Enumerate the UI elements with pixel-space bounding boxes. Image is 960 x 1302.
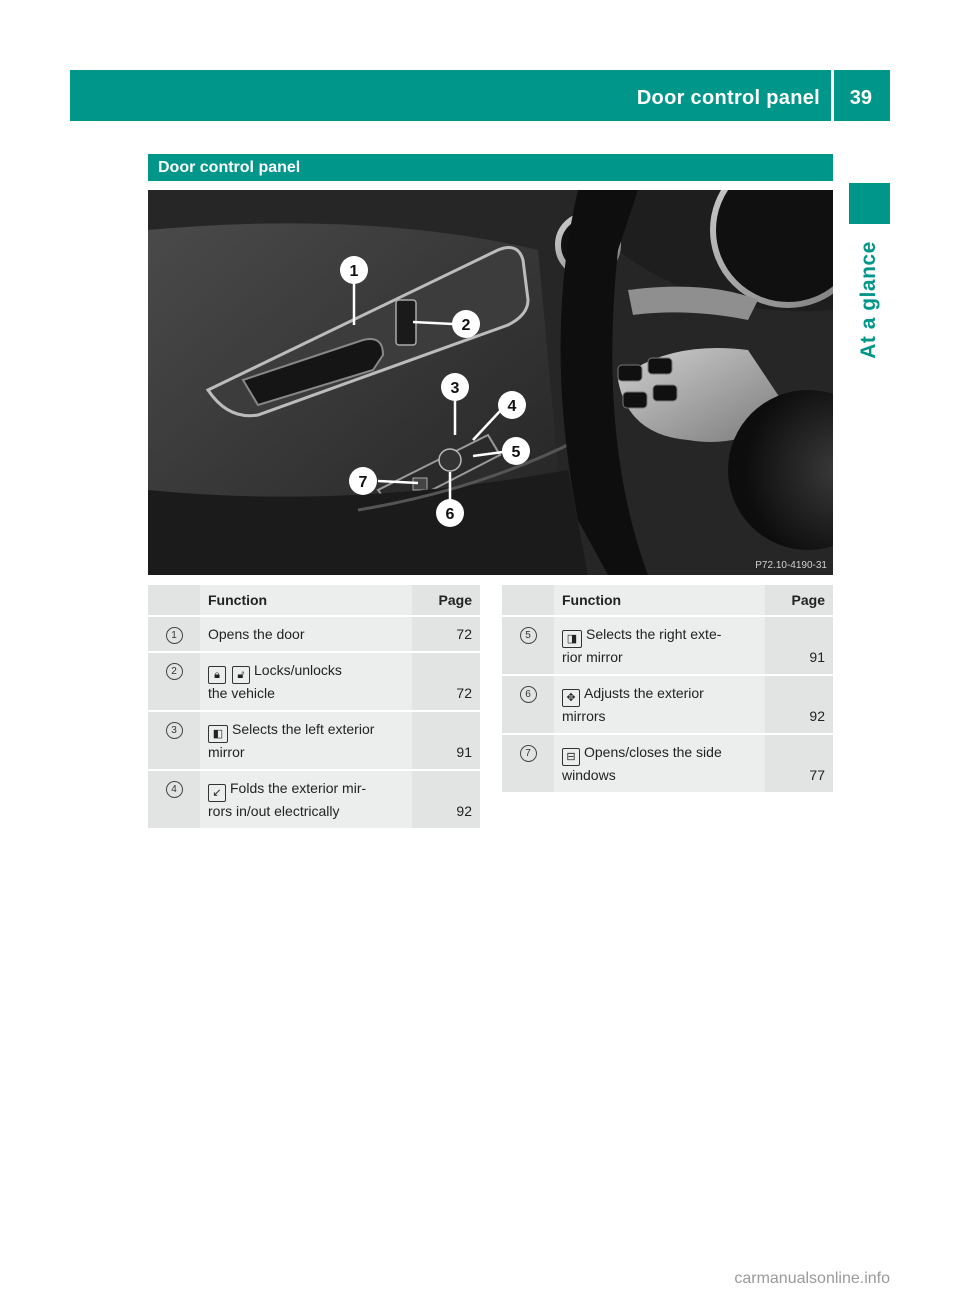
- svg-text:1: 1: [349, 263, 359, 280]
- table-row: [502, 734, 833, 792]
- header-number-cell: [502, 585, 554, 616]
- header-number-cell: [148, 585, 200, 616]
- chapter-tab-label: At a glance: [857, 241, 880, 359]
- row-number: 1: [148, 616, 200, 652]
- lock-icon: 🔒︎: [208, 666, 226, 684]
- row-function: Opens the door: [200, 616, 412, 652]
- unlock-icon: 🔓︎: [232, 666, 250, 684]
- row-number: 5: [502, 616, 554, 675]
- header-page: Page: [765, 585, 833, 616]
- table-header-row: [502, 585, 833, 616]
- row-function: ◨ Selects the right exte- rior mirror: [554, 616, 765, 675]
- chapter-tab-marker: [849, 183, 890, 224]
- header-page: Page: [412, 585, 480, 616]
- callout-5: [502, 437, 530, 465]
- table-row: [502, 616, 833, 675]
- table-row: [502, 675, 833, 734]
- row-function: ⊟ Opens/closes the side windows: [554, 734, 765, 792]
- callout-1: [340, 256, 368, 284]
- door-panel-photo: [148, 190, 833, 575]
- footer-watermark: carmanualsonline.info: [734, 1270, 890, 1287]
- function-table-right: [502, 585, 833, 792]
- figure-code: P72.10-4190-31: [755, 560, 827, 571]
- row-page: 92: [765, 675, 833, 734]
- svg-text:3: 3: [450, 380, 460, 397]
- svg-text:2: 2: [461, 317, 471, 334]
- row-number: 3: [148, 711, 200, 770]
- svg-text:5: 5: [511, 444, 521, 461]
- fold-mirror-icon: ↙: [208, 784, 226, 802]
- row-function: 🔒︎ 🔓︎ Locks/unlocks the vehicle: [200, 652, 412, 711]
- section-heading: [148, 154, 833, 181]
- table-row: [148, 616, 480, 652]
- header-function: Function: [554, 585, 765, 616]
- svg-text:7: 7: [358, 474, 368, 491]
- row-function: ◧ Selects the left exterior mirror: [200, 711, 412, 770]
- table-header-row: [148, 585, 480, 616]
- adjust-mirror-icon: ✥: [562, 689, 580, 707]
- callout-6: [436, 499, 464, 527]
- left-mirror-icon: ◧: [208, 725, 228, 743]
- row-page: 91: [765, 616, 833, 675]
- callout-overlay: [148, 190, 833, 575]
- callout-markers: [340, 256, 530, 527]
- section-title: Door control panel: [158, 159, 301, 176]
- row-number: 4: [148, 770, 200, 828]
- callout-4: [498, 391, 526, 419]
- callout-2: [452, 310, 480, 338]
- header-title: Door control panel: [636, 87, 820, 109]
- row-function: ↙ Folds the exterior mir- rors in/out electrically: [200, 770, 412, 828]
- row-page: 91: [412, 711, 480, 770]
- right-mirror-icon: ◨: [562, 630, 582, 648]
- window-icon: ⊟: [562, 748, 580, 766]
- row-function: ✥ Adjusts the exterior mirrors: [554, 675, 765, 734]
- function-table-left: [148, 585, 480, 828]
- row-page: 77: [765, 734, 833, 792]
- table-row: [148, 770, 480, 828]
- page-header: [70, 70, 890, 121]
- page-number: 39: [849, 87, 872, 109]
- callout-7: [349, 467, 377, 495]
- header-divider: [831, 70, 834, 121]
- row-page: 72: [412, 616, 480, 652]
- row-number: 6: [502, 675, 554, 734]
- table-row: [148, 652, 480, 711]
- callout-3: [441, 373, 469, 401]
- table-row: [148, 711, 480, 770]
- header-function: Function: [200, 585, 412, 616]
- row-page: 92: [412, 770, 480, 828]
- row-page: 72: [412, 652, 480, 711]
- svg-text:6: 6: [445, 506, 455, 523]
- row-number: 2: [148, 652, 200, 711]
- row-number: 7: [502, 734, 554, 792]
- svg-text:4: 4: [507, 398, 517, 415]
